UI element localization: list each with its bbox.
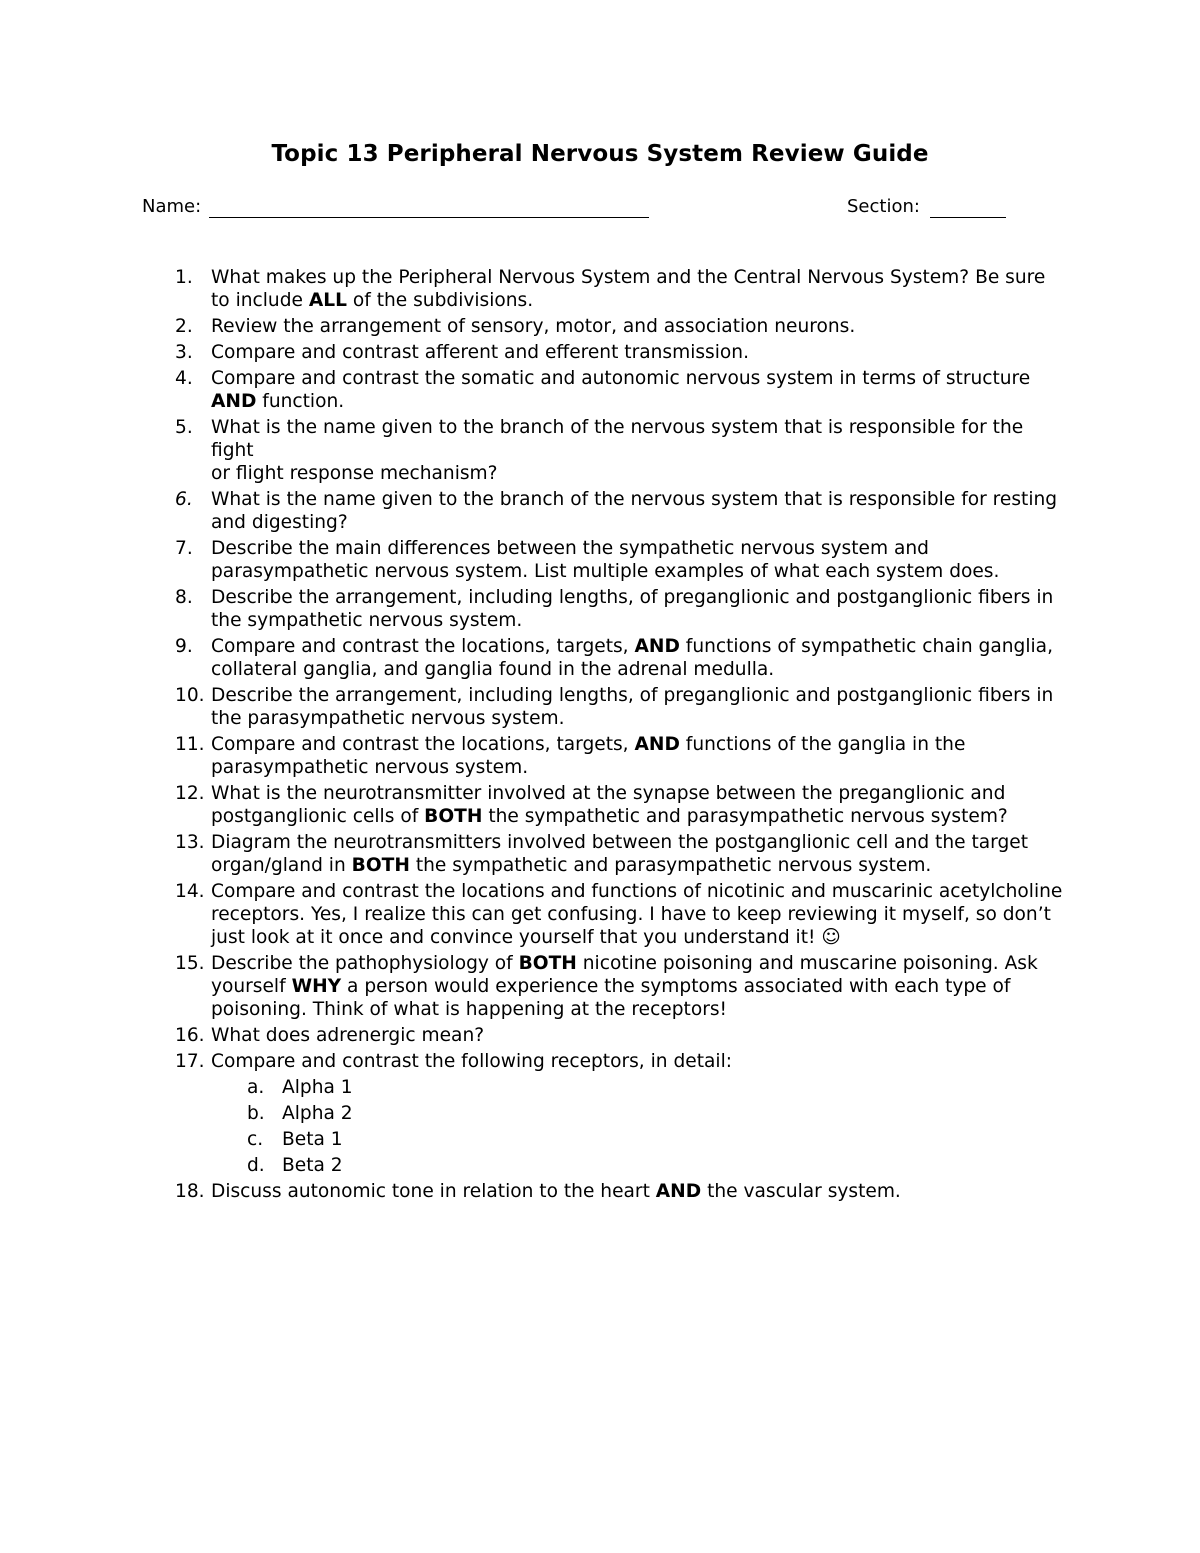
question-item: [0, 1050, 1200, 1073]
receptor-label: Alpha 1: [282, 1077, 353, 1098]
question-number: 7.: [175, 538, 193, 559]
question-text: [211, 952, 1066, 1021]
text-segment: What does adrenergic mean?: [211, 1025, 485, 1046]
question-item: [0, 367, 1200, 413]
question-number: 13.: [175, 832, 205, 853]
receptor-label: Beta 1: [282, 1129, 343, 1150]
emphasis-text: AND: [634, 734, 680, 755]
question-number: 3.: [175, 342, 193, 363]
question-item: [0, 341, 1200, 364]
text-segment: Describe the arrangement, including lengths, of preganglionic and postganglionic fibers in the sympathetic nervous system.: [211, 587, 1054, 631]
text-segment: What is the name given to the branch of the nervous system that is responsible for the fight: [211, 417, 1024, 461]
text-segment: a person would experience the symptoms associated with each type of poisoning. Think of what is happening at the receptors!: [211, 976, 1011, 1020]
question-item: [0, 266, 1200, 312]
question-item: [0, 684, 1200, 730]
text-segment: What makes up the Peripheral Nervous System and the Central Nervous System? Be sure to include: [211, 267, 1046, 311]
question-number: 6.: [175, 489, 193, 510]
text-segment: Compare and contrast afferent and efferent transmission.: [211, 342, 749, 363]
question-item: [0, 635, 1200, 681]
question-item: [0, 1024, 1200, 1047]
text-segment: function.: [256, 391, 345, 412]
question-text: [211, 1050, 1066, 1073]
question-number: 8.: [175, 587, 193, 608]
text-segment: Compare and contrast the locations, targets,: [211, 636, 635, 657]
question-number: 18.: [175, 1181, 205, 1202]
question-text: [211, 684, 1066, 730]
question-item: [0, 488, 1200, 534]
text-segment: Compare and contrast the locations and functions of nicotinic and muscarinic acetylcholine receptors. Yes, I realize this can get confusing. I have to keep reviewing it myself, so don’t just look at it once and convince yourself that you understand it! ☺: [211, 881, 1063, 948]
emphasis-text: AND: [211, 391, 257, 412]
question-item: [0, 416, 1200, 485]
receptor-letter: b.: [247, 1103, 265, 1124]
question-text: [211, 782, 1066, 828]
question-number: 2.: [175, 316, 193, 337]
question-text: [211, 880, 1066, 949]
text-segment: What is the neurotransmitter involved at the synapse between the preganglionic and postganglionic cells of: [211, 783, 1006, 827]
text-segment: functions of the ganglia in the parasympathetic nervous system.: [211, 734, 966, 778]
question-item: [0, 733, 1200, 779]
emphasis-text: BOTH: [518, 953, 577, 974]
text-segment: Describe the arrangement, including lengths, of preganglionic and postganglionic fibers in the parasympathetic nervous system.: [211, 685, 1054, 729]
question-item: [0, 537, 1200, 583]
question-item: [0, 831, 1200, 877]
text-segment: Describe the pathophysiology of: [211, 953, 519, 974]
question-number: 11.: [175, 734, 205, 755]
text-segment: Describe the main differences between the sympathetic nervous system and parasympathetic nervous system. List multiple examples of what each system does.: [211, 538, 1000, 582]
receptor-label: Beta 2: [282, 1155, 343, 1176]
question-item: [0, 782, 1200, 828]
emphasis-text: AND: [655, 1181, 702, 1202]
text-segment: or flight response mechanism?: [211, 463, 498, 484]
question-item: [0, 880, 1200, 949]
text-segment: Review the arrangement of sensory, motor, and association neurons.: [211, 316, 856, 337]
emphasis-text: BOTH: [424, 806, 483, 827]
receptor-letter: d.: [247, 1155, 265, 1176]
question-item: [0, 952, 1200, 1021]
text-segment: nicotine poisoning and muscarine poisoning. Ask yourself: [211, 953, 1038, 997]
emphasis-text: ALL: [308, 290, 347, 311]
question-text: [211, 488, 1066, 534]
section-blank-line: [930, 217, 1006, 218]
question-text: [211, 537, 1066, 583]
question-text: [211, 266, 1066, 312]
question-number: 5.: [175, 417, 193, 438]
question-text: [211, 315, 1066, 338]
receptor-item: [0, 1076, 1200, 1099]
emphasis-text: AND: [634, 636, 680, 657]
section-label: Section:: [847, 196, 920, 217]
question-number: 16.: [175, 1025, 205, 1046]
question-text: [211, 416, 1066, 485]
question-text: [211, 635, 1066, 681]
question-number: 12.: [175, 783, 205, 804]
text-segment: the vascular system.: [701, 1181, 901, 1202]
text-segment: functions of sympathetic chain ganglia, collateral ganglia, and ganglia found in the adrenal medulla.: [211, 636, 1053, 680]
text-segment: Diagram the neurotransmitters involved between the postganglionic cell and the target organ/gland in: [211, 832, 1029, 876]
receptor-letter: c.: [247, 1129, 264, 1150]
question-text: [211, 586, 1066, 632]
receptor-label: Alpha 2: [282, 1103, 353, 1124]
question-number: 9.: [175, 636, 193, 657]
question-number: 17.: [175, 1051, 205, 1072]
receptor-item: [0, 1102, 1200, 1125]
question-text: [211, 733, 1066, 779]
question-number: 1.: [175, 267, 193, 288]
text-segment: the sympathetic and parasympathetic nervous system?: [482, 806, 1008, 827]
document-title: Topic 13 Peripheral Nervous System Review Guide: [271, 141, 929, 167]
question-text: [211, 1024, 1066, 1047]
question-item: [0, 315, 1200, 338]
question-number: 14.: [175, 881, 205, 902]
question-list: [0, 266, 1200, 1206]
name-label: Name:: [142, 196, 202, 217]
emphasis-text: WHY: [291, 976, 342, 997]
name-blank-line: [209, 217, 649, 218]
emphasis-text: BOTH: [351, 855, 410, 876]
text-segment: Compare and contrast the locations, targets,: [211, 734, 635, 755]
text-segment: Discuss autonomic tone in relation to the heart: [211, 1181, 656, 1202]
question-item: [0, 586, 1200, 632]
question-text: [211, 341, 1066, 364]
receptor-item: [0, 1128, 1200, 1151]
question-text: [211, 1180, 1066, 1203]
question-item: [0, 1180, 1200, 1203]
text-segment: of the subdivisions.: [346, 290, 534, 311]
question-number: 10.: [175, 685, 205, 706]
text-segment: Compare and contrast the following receptors, in detail:: [211, 1051, 733, 1072]
question-text: [211, 831, 1066, 877]
text-segment: What is the name given to the branch of the nervous system that is responsible for resting and digesting?: [211, 489, 1058, 533]
question-number: 4.: [175, 368, 193, 389]
question-text: [211, 367, 1066, 413]
receptor-letter: a.: [247, 1077, 265, 1098]
receptor-item: [0, 1154, 1200, 1177]
text-segment: Compare and contrast the somatic and autonomic nervous system in terms of structure: [211, 368, 1031, 389]
question-number: 15.: [175, 953, 205, 974]
text-segment: the sympathetic and parasympathetic nervous system.: [409, 855, 932, 876]
